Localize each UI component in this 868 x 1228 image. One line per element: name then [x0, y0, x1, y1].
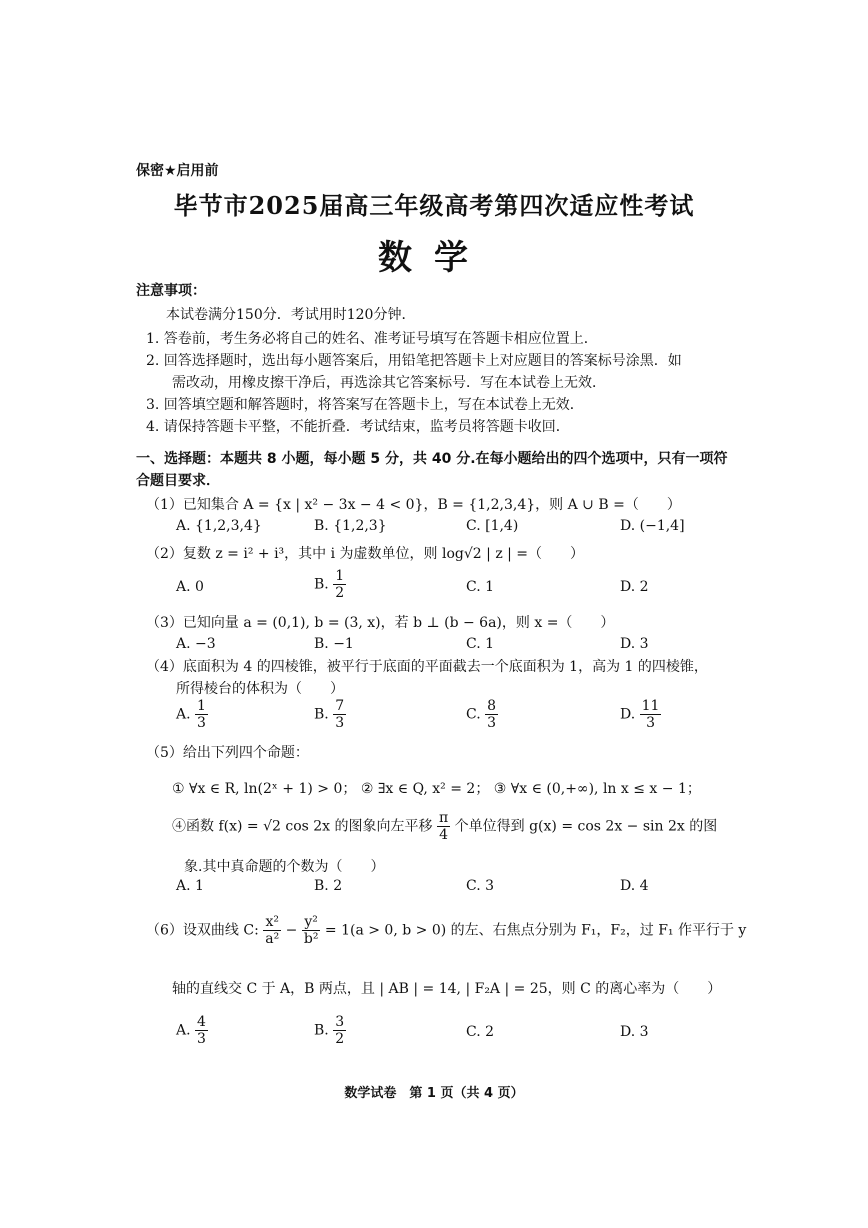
fraction	[640, 698, 662, 731]
question-1-option-b: B. {1,2,3}	[314, 518, 387, 534]
option-letter: B.	[314, 576, 329, 593]
question-3-stem: （3）已知向量 a = (0,1), b = (3, x)，若 b ⊥ (b − 6a)，则 x =（ ）	[146, 615, 615, 631]
denominator: 2	[335, 1031, 345, 1047]
question-4-option-c	[466, 698, 498, 731]
section-heading: 一、选择题：本题共 8 小题，每小题 5 分，共 40 分.在每小题给出的四个选项中，只有一项符合题目要求．	[136, 451, 728, 489]
question-6-stem	[146, 914, 746, 947]
question-2-option-a: A. 0	[176, 579, 204, 595]
fraction	[333, 568, 346, 601]
question-2-option-b	[314, 568, 346, 601]
denominator: a²	[265, 931, 280, 947]
denominator: 3	[197, 1031, 206, 1047]
option-letter: A.	[176, 706, 191, 723]
notice-intro: 本试卷满分150分．考试用时120分钟．	[166, 307, 416, 323]
question-5-option-d: D. 4	[620, 878, 649, 894]
question-1-option-c: C. [1,4)	[466, 518, 519, 534]
numerator: 1	[335, 568, 345, 584]
fraction	[333, 1014, 346, 1047]
question-1-stem: （1）已知集合 A = {x | x² − 3x − 4 < 0}，B = {1,2,3,4}，则 A ∪ B =（ ）	[146, 497, 681, 513]
fraction	[302, 914, 321, 947]
denominator: b²	[303, 931, 319, 947]
fraction	[333, 698, 346, 731]
numerator: x²	[265, 914, 279, 930]
option-letter: D.	[620, 706, 636, 723]
question-3-option-b: B. −1	[314, 636, 354, 652]
fraction	[437, 810, 450, 843]
page-footer: 数学试卷 第 1 页（共 4 页）	[344, 1086, 524, 1101]
question-2-option-c: C. 1	[466, 579, 495, 595]
numerator: y²	[304, 914, 318, 930]
numerator: 7	[335, 698, 345, 714]
fraction	[485, 698, 498, 731]
notice-item-2-cont: 需改动，用橡皮擦干净后，再选涂其它答案标号．写在本试卷上无效．	[172, 375, 606, 391]
minus-sign: −	[285, 922, 298, 939]
denominator: 2	[335, 585, 345, 601]
fraction	[195, 698, 208, 731]
question-5-proposition-4	[172, 810, 717, 843]
denominator: 3	[646, 715, 656, 731]
notice-heading: 注意事项：	[136, 283, 206, 299]
question-4-stem-cont: 所得棱台的体积为（ ）	[176, 681, 344, 697]
question-4-option-d	[620, 698, 661, 731]
question-3-option-d: D. 3	[620, 636, 649, 652]
numerator: 1	[197, 698, 206, 714]
subject-title: 数学	[378, 238, 490, 278]
numerator: π	[438, 810, 449, 826]
question-5-stem-cont: 象.其中真命题的个数为（ ）	[184, 859, 385, 875]
question-1-option-d: D. (−1,4]	[620, 518, 685, 534]
proposition-text: ④函数 f(x) = √2 cos 2x 的图象向左平移	[172, 818, 433, 835]
notice-item-2: 2. 回答选择题时，选出每小题答案后，用铅笔把答题卡上对应题目的答案标号涂黑．如	[146, 353, 682, 369]
question-6-option-a	[176, 1014, 208, 1047]
option-letter: B.	[314, 1022, 329, 1039]
question-4-stem: （4）底面积为 4 的四棱锥，被平行于底面的平面截去一个底面积为 1，高为 1 的四棱锥，	[146, 659, 708, 675]
question-6-option-c: C. 2	[466, 1024, 495, 1040]
question-4-option-b	[314, 698, 346, 731]
denominator: 3	[197, 715, 206, 731]
question-5-propositions: ① ∀x ∈ R, ln(2ˣ + 1) > 0； ② ∃x ∈ Q, x² = 2； ③ ∀x ∈ (0,+∞), ln x ≤ x − 1；	[172, 781, 701, 797]
confidential-label: 保密★启用前	[136, 163, 219, 179]
notice-item-3: 3. 回答填空题和解答题时，将答案写在答题卡上，写在本试卷上无效．	[146, 397, 584, 413]
denominator: 3	[335, 715, 345, 731]
proposition-text: 个单位得到 g(x) = cos 2x − sin 2x 的图	[454, 818, 718, 835]
question-6-stem-cont: 轴的直线交 C 于 A，B 两点，且 | AB | = 14, | F₂A | = 25，则 C 的离心率为（ ）	[172, 981, 722, 997]
denominator: 3	[487, 715, 497, 731]
stem-text: = 1(a > 0, b > 0) 的左、右焦点分别为 F₁，F₂，过 F₁ 作平行于 y	[324, 922, 747, 939]
notice-item-1: 1. 答卷前，考生务必将自己的姓名、准考证号填写在答题卡相应位置上．	[146, 331, 598, 347]
denominator: 4	[439, 827, 449, 843]
exam-title: 毕节市2025届高三年级高考第四次适应性考试	[173, 191, 695, 220]
question-2-option-d: D. 2	[620, 579, 649, 595]
numerator: 4	[197, 1014, 206, 1030]
question-2-stem: （2）复数 z = i² + i³，其中 i 为虚数单位，则 log√2 | z | =（ ）	[146, 546, 585, 562]
question-3-option-a: A. −3	[176, 636, 216, 652]
question-5-option-a: A. 1	[176, 878, 204, 894]
numerator: 11	[641, 698, 660, 714]
option-letter: A.	[176, 1022, 191, 1039]
question-5-stem: （5）给出下列四个命题：	[146, 745, 309, 761]
question-6-option-b	[314, 1014, 346, 1047]
numerator: 3	[335, 1014, 345, 1030]
notice-item-4: 4. 请保持答题卡平整，不能折叠．考试结束，监考员将答题卡收回．	[146, 419, 570, 435]
option-letter: B.	[314, 706, 329, 723]
question-4-option-a	[176, 698, 208, 731]
question-6-option-d: D. 3	[620, 1024, 649, 1040]
question-3-option-c: C. 1	[466, 636, 495, 652]
fraction	[195, 1014, 208, 1047]
question-5-option-c: C. 3	[466, 878, 495, 894]
stem-text: （6）设双曲线 C:	[146, 922, 259, 939]
option-letter: C.	[466, 706, 481, 723]
question-1-option-a: A. {1,2,3,4}	[176, 518, 262, 534]
question-5-option-b: B. 2	[314, 878, 343, 894]
numerator: 8	[487, 698, 497, 714]
fraction	[263, 914, 281, 947]
